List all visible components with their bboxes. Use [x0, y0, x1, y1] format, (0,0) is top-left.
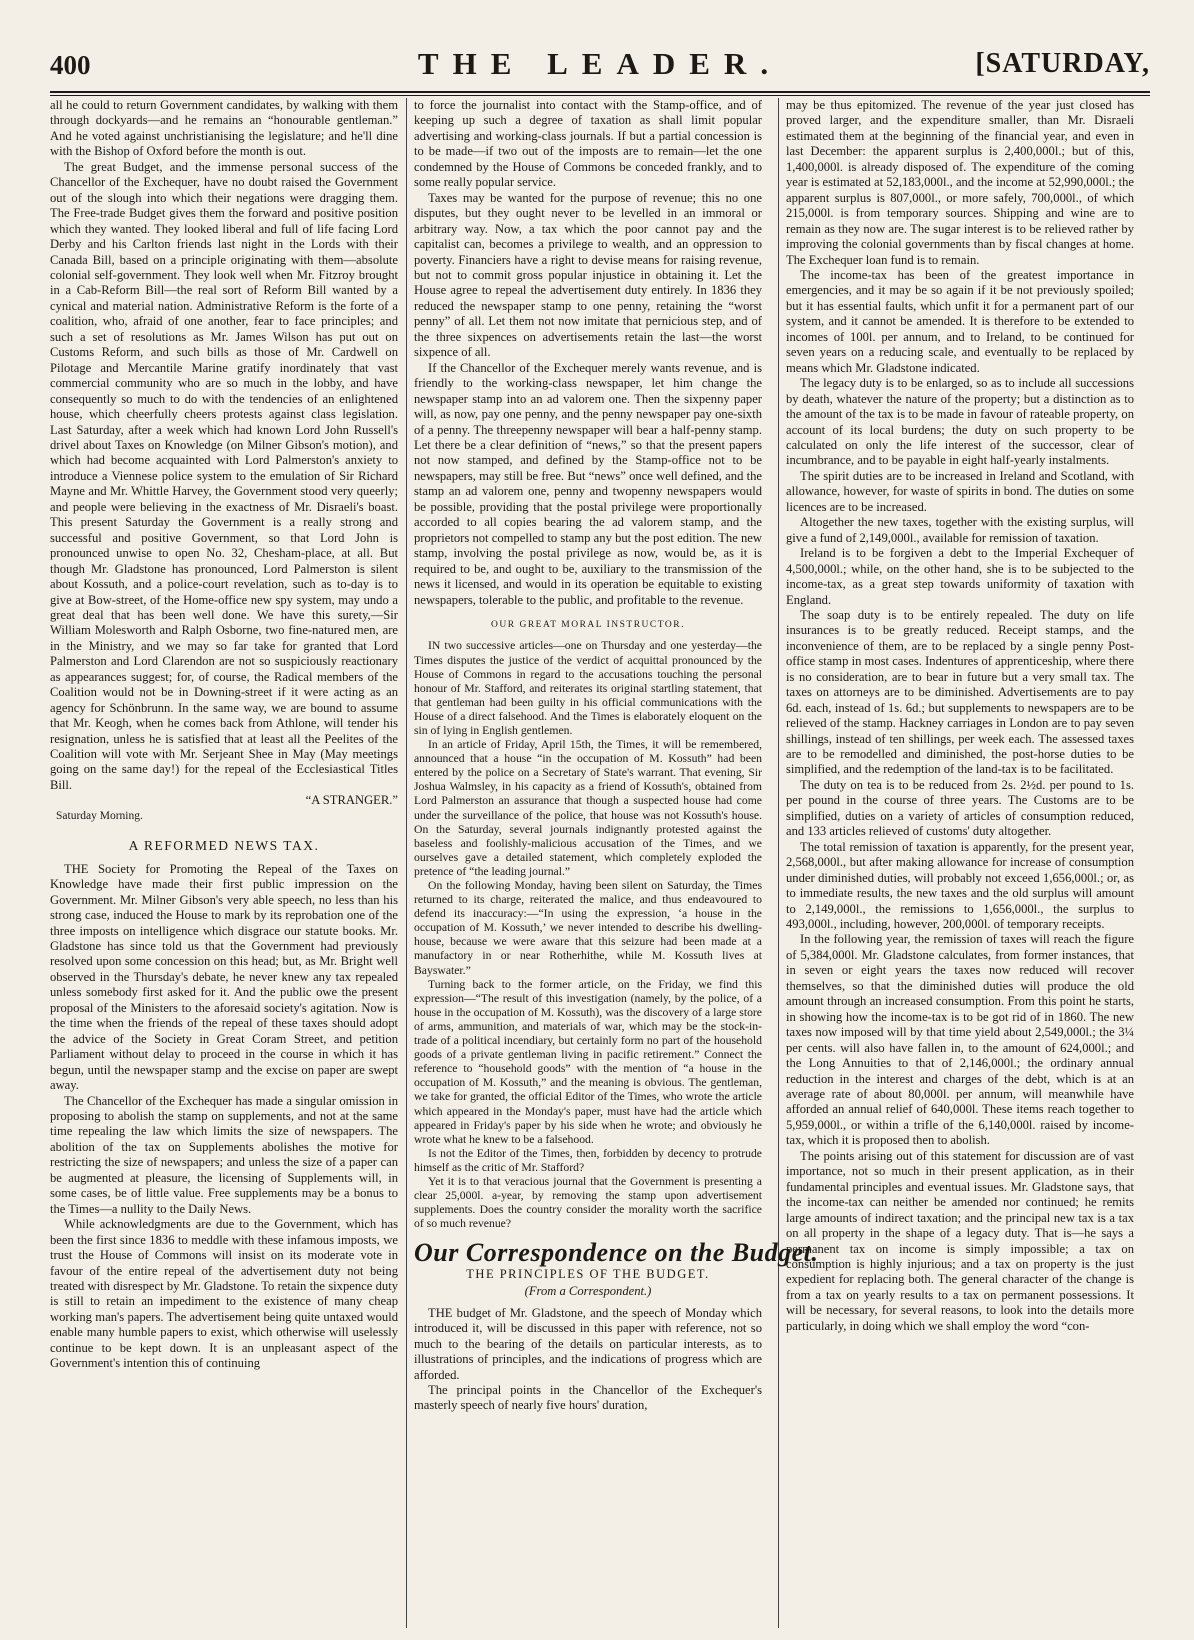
paragraph: Is not the Editor of the Times, then, forbidden by decency to protrude himself as the critic of Mr. Stafford? [414, 1146, 762, 1174]
paragraph: Ireland is to be forgiven a debt to the Imperial Exchequer of 4,500,000l.; while, on the other hand, she is to be subjected to the income-tax, as a great step towards uniformity of taxation with England. [786, 546, 1134, 607]
dateline: Saturday Morning. [56, 809, 143, 822]
paragraph: In an article of Friday, April 15th, the Times, it will be remembered, announced that a house “in the occupation of M. Kossuth” had been entered by the police on a Secretary of State's warrant. That evening, Sir Joshua Walmsley, in his capacity as a friend of Kossuth's, obtained from Lord Palmerston an assurance that though a suspected house had come under the surveillance of the police, that house was not Kossuth's house. On the Saturday, several journals indignantly protested against the baseless and foolishly-malicious accusation of the Times, and we ourselves gave a detailed statement, which completely exploded the pretence of “the leading journal.” [414, 738, 762, 878]
masthead-rule-thin [50, 95, 1150, 96]
paragraph: The great Budget, and the immense personal success of the Chancellor of the Exchequer, have no doubt raised the Government out of the slough into which their negations were dragging them. The Free-trade Budget gives them the forward and positive position which they wanted. They looked liberal and full of life facing Lord Derby and his Carlton friends last night in the Lords with their Canada Bill, based on a principle originating with them—absolute colonial self-government. They look well when Mr. Fitzroy brought in a Cab-Reform Bill—the real sort of Reform Bill wanted by a cynical and material nation. Administrative Reform is the forte of a coalition, who, afraid of one another, fear to face principles; and such a set of resolutions as Mr. James Wilson has put out on Customs Reform, and such bills as those of Mr. Cardwell on Pilotage and Mercantile Marine gratify inordinately that vast commercial community who are so much in the lobby, and have consequently so much to do with the tendencies of an enlightened house, which cheerfully cheers protests against class legislation. Last Saturday, after a week which had known Lord John Russell's drivel about Taxes on Knowledge (on Milner Gibson's motion), and which had become acquainted with Lord Palmerston's anxiety to introduce a Viennese police system to the emulation of Sir Richard Mayne and Mr. Whittle Harvey, the Government stood very queerly; and people were believing in the exactness of Mr. Disraeli's boast. This present Saturday the Government is a really strong and successful and positive Government, so that Lord John is pronounced unwise to open No. 32, Chesham-place, at all. But though Mr. Gladstone has pronounced, Lord Palmerston is silent about Kossuth, and a police-court revelation, such as to-day is to give at Bow-street, of the Home-office new spy system, may undo a great deal that has been well done. We have this surety,—Sir William Molesworth and Ralph Osborne, two fine-natured men, are in the Ministry, and we may so far take for granted that Lord Palmerston and Lord Clarendon are not so suspiciously reactionary as appearances suggest; for, of course, the Radical members of the Coalition would not be in Downing-street if it were acting as an agency for Schönbrunn. In the same way, we are bound to assume that Mr. Keogh, when he comes back from Athlone, will tender his resignation, unless he is satisfied that at least all the Peelites of the Coalition will vote with Mr. Serjeant Shee in May (May meetings going on the same day!) for the repeal of the Ecclesiastical Titles Bill. [50, 159, 398, 792]
column-1 [50, 98, 398, 1626]
paragraph: While acknowledgments are due to the Government, which has been the first since 1836 to meddle with these infamous imposts, we trust the House of Commons will insist on its moderate vote in favour of the entire repeal of the advertisement duty not being treated with disrespect by Mr. Gladstone. To retain the sixpence duty is still to retain an impediment to the existence of many cheap working man's papers. The advertisement being quite untaxed would enable many humble papers to exist, which otherwise will uselessly continue to be kept down. It is an unpleasant aspect of the Government's intention this of continuing [50, 1217, 398, 1371]
paragraph: The income-tax has been of the greatest importance in emergencies, and it may be so again if it be not previously spoiled; but it has essential faults, which unfit it for a permanent part of our system, and it cannot be amended. It is therefore to be extended to incomes of 100l. per annum, and to Ireland, to be continued for seven years on a reducing scale, and eventually to be replaced by means which Mr. Gladstone indicated. [786, 267, 1134, 375]
masthead [50, 44, 1150, 90]
paragraph: Taxes may be wanted for the purpose of revenue; this no one disputes, but they ought never to be levelled in an immoral or arbitrary way. Now, a tax which the poor cannot pay and the capitalist can, becomes a privilege to wealth, and an oppression to poverty. Financiers have a right to devise means for raising revenue, but not to commit gross popular injustice in obtaining it. Let the House agree to repeal the advertisement duty entirely. In 1836 they reduced the newspaper stamp to one penny, retaining the “worst penny” of all. Let them not now imitate that pernicious step, and of the three sixpences on advertisements retain the last—the worst sixpence of all. [414, 190, 762, 360]
paragraph: The duty on tea is to be reduced from 2s. 2½d. per pound to 1s. per pound in the course of three years. The Customs are to be simplified, duties on a variety of articles of consumption reduced, and 133 articles relieved of customs' duty altogether. [786, 777, 1134, 839]
article-heading: A REFORMED NEWS TAX. [128, 838, 320, 854]
paragraph: IN two successive articles—one on Thursday and one yesterday—the Times disputes the justice of the verdict of acquittal pronounced by the House of Commons in regard to the accusations touching the personal honour of Mr. Stafford, and reiterates its original startling statement, that that gentleman had been guilty in his official communications with the House of a direct falsehood. And the Times is elaborately eloquent on the sin of lying in English gentlemen. [414, 639, 762, 737]
paragraph: The spirit duties are to be increased in Ireland and Scotland, with allowance, however, for waste of spirits in bond. The duties on some licences are to be increased. [786, 468, 1134, 514]
article-subheading: THE PRINCIPLES OF THE BUDGET. [466, 1266, 710, 1281]
paragraph: The legacy duty is to be enlarged, so as to include all successions by death, whatever the nature of the property; but a distinction as to the amount of the tax is to be made in favour of rateable property, on account of its local burdens; the duty on such property to be calculated on only the life interest of the successor, clear of incumbrance, and to be payable in eight half-yearly instalments. [786, 376, 1134, 468]
column-divider [406, 98, 407, 1628]
paragraph: all he could to return Government candidates, by walking with them through dockyards—and he remains an “honourable gentleman.” And he voted against unchristianising the legislature; and he'll dine with the Bishop of Oxford before the month is out. [50, 98, 398, 159]
paragraph: Yet it is to that veracious journal that the Government is presenting a clear 25,000l. a-year, by removing the stamp upon advertisement supplements. Does the country consider the morality worth the sacrifice of so much revenue? [414, 1174, 762, 1231]
paragraph: Altogether the new taxes, together with the existing surplus, will give a fund of 2,149,000l., available for remission of taxation. [786, 515, 1134, 545]
column-2 [414, 98, 819, 1626]
paragraph: The Chancellor of the Exchequer has made a singular omission in proposing to abolish the stamp on supplements, and not at the same time repealing the law which limits the size of newspapers. The abolition of the tax on Supplements abolishes the motive for restricting the size of newspapers; and unless the size of a paper can be augmented at pleasure, the licensing of Supplements will, in some cases, be of little value. Free supplements may be a bonus to the Times—a nullity to the Daily News. [50, 1093, 398, 1216]
paragraph: The principal points in the Chancellor of the Exchequer's masterly speech of nearly five hours' duration, [414, 1382, 762, 1413]
article-body [414, 639, 762, 1231]
paragraph: On the following Monday, having been silent on Saturday, the Times returned to its charge, reiterated the malice, and thus endeavoured to defend its inaccuracy:—“In using the expression, ‘a house in the occupation of M. Kossuth,’ we never intended to describe his dwelling-house, because we were aware that this seizure had been made at a manufactory in or near Rotherhithe, while M. Kossuth lives at Bayswater.” [414, 879, 762, 977]
paragraph: to force the journalist into contact with the Stamp-office, and of keeping up such a degree of taxation as shall limit popular advertising and working-class journals. If but a partial concession is to be made—if two out of the imposts are to remain—let the one condemned by the House of Commons be conceded frankly, and to some really popular service. [414, 98, 762, 190]
page-number: 400 [50, 50, 91, 80]
issue-day: [SATURDAY, [975, 48, 1150, 79]
masthead-rule [50, 91, 1150, 93]
newspaper-title: THE LEADER. [417, 46, 783, 81]
paragraph: Turning back to the former article, on the Friday, we find this expression—“The result of this investigation (namely, by the police, of a house in the occupation of M. Kossuth), was the discovery of a large store of arms, ammunition, and materials of war, which may be the stock-in-trade of a political incendiary, but certainly form no part of the household goods of a private gentleman living in pacific retirement.” Connect the reference to “household goods” with the mention of “a house in the occupation of M. Kossuth,” and the meaning is obvious. The gentleman, we take for granted, the official Editor of the Times, who wrote the article which appeared in the Monday's paper, must have had the article which appeared in Friday's paper by his side when he wrote; and obviously he wrote what he knew to be a falsehood. [414, 977, 762, 1146]
column-divider [778, 98, 779, 1628]
column-3 [786, 98, 1134, 1626]
signoff: “A STRANGER.” [305, 793, 398, 808]
paragraph: The total remission of taxation is apparently, for the present year, 2,568,000l., but after making allowance for increase of consumption under diminished duties, will probably not exceed 1,656,000l.; or, as to immediate results, the new taxes and the old surplus will amount to 2,149,000l., the remissions to 1,656,000l., the surplus to 493,000l., including, however, 200,000l. of temporary receipts. [786, 839, 1134, 932]
section-title: Our Correspondence on the Budget. [414, 1238, 819, 1268]
paragraph: The points arising out of this statement for discussion are of vast importance, not so much in their present application, as in their fundamental principles and eventual issues. Mr. Gladstone says, that the income-tax can neither be amended nor continued; he remits large amounts of indirect taxation; and the principal new tax is a tax on all property in the shape of a legacy duty. That is—he says a permanent tax on income is simply impossible; a tax on consumption is highly injurious; and a tax on property is the just expedient for replacing both. The general character of the change is from a tax on yearly results to a tax on permanent possessions. It will be necessary, for several reasons, to look into the details more particularly, in doing which we shall employ the word “con- [786, 1148, 1134, 1333]
paragraph: If the Chancellor of the Exchequer merely wants revenue, and is friendly to the working-class newspaper, let him change the newspaper stamp into an ad valorem one. Then the sixpenny paper will, as now, pay one penny, and the penny newspaper pay one-sixth of a penny. The threepenny newspaper will bear a half-penny stamp. Let there be a clear definition of “news,” so that the present papers not now stamped, and defined by the Stamp-office not to be newspapers, may still be free. But “news” once well defined, and the stamp an ad valorem one, penny and twopenny newspapers would be possible, providing that the postal privilege were proportionally accorded to all copies bearing the ad valorem stamp, and the proprietors not compelled to stamp any but the post edition. The new stamp, involving the postal privilege as now, would be, as it is required to be, and ought to be, auxiliary to the transmission of the news it licensed, and would in its operation be equitable to existing newspapers, tolerable to the public, and profitable to the revenue. [414, 360, 762, 607]
article-heading: OUR GREAT MORAL INSTRUCTOR. [491, 619, 685, 630]
paragraph: may be thus epitomized. The revenue of the year just closed has proved larger, and the expenditure smaller, than Mr. Disraeli estimated them at the beginning of the financial year, and even in last December: the apparent surplus is 2,400,000l.; but of this, 1,400,000l. is already disposed of. The expenditure of the coming year is estimated at 52,183,000l., and the income at 52,990,000l.; the apparent surplus is 807,000l., or more safely, 700,000l., of which 215,000l. is from temporary sources. Shipping and wine are to remain as they now are. The sugar interest is to be relieved rather by improving the colonial governments than by fiscal changes at home. The Exchequer loan fund is to remain. [786, 98, 1134, 267]
paragraph: THE Society for Promoting the Repeal of the Taxes on Knowledge have made their first public impression on the Government. Mr. Milner Gibson's very able speech, no less than his strong case, induced the House to mark by its reprobation one of the three imposts on intelligence which disgrace our statute books. Mr. Gladstone has since told us that the Government had previously resolved upon some concession on this head; but, as Mr. Bright well observed in the Thursday's debate, he never knew any tax repealed unless somebody first asked for it. And the public owe the present proposal of the Ministers to the aforesaid society's agitation. Now is the time when the friends of the repeal of these taxes should adopt the advice of the Society in Great Coram Street, and petition Parliament without delay to proceed in the course in which it has begun, until the newspaper stamp and the excise on paper are swept away. [50, 861, 398, 1093]
paragraph: The soap duty is to be entirely repealed. The duty on life insurances is to be greatly reduced. Receipt stamps, and the inconvenience of them, are to be replaced by a single penny Post-office stamp in most cases. Indentures of apprenticeship, where there is no consideration, are to bear in future but a very small tax. The taxes on attorneys are to be diminished. Advertisements are to pay 6d. each, instead of 1s. 6d.; but supplements to newspapers are to be relieved of the stamp. Hackney carriages in London are to pay seven shillings, instead of ten shillings, per week each. The assessed taxes are to be remodelled and diminished, the post-horse duties to be simplified, and the redemption of the land-tax is to be facilitated. [786, 607, 1134, 777]
byline: (From a Correspondent.) [524, 1284, 652, 1299]
paragraph: In the following year, the remission of taxes will reach the figure of 5,384,000l. Mr. Gladstone calculates, from former instances, that in seven or eight years the taxes now reduced will recover themselves, so that the diminished duties will produce the old amount through an increased consumption. From this point he starts, in showing how the income-tax is to be got rid of in 1860. The new taxes now imposed will by that time yield about 2,549,000l.; the 3¼ per cents. will also have fallen in, to the amount of 624,000l.; and the Long Annuities to that of 2,146,000l.; the ordinary annual reduction in the interest and charges of the debt, which is at an average rate of about 80,000l. per annum, will meanwhile have afforded an annual relief of 640,000l. These items reach together to 5,959,000l., or within a trifle of the 6,140,000l. raised by income-tax, which it is proposed then to abolish. [786, 932, 1134, 1148]
paragraph: THE budget of Mr. Gladstone, and the speech of Monday which introduced it, will be discussed in this paper with reference, not so much to the bearing of the details on particular interests, as to illustrations of principles, and the indications of progress which are afforded. [414, 1305, 762, 1382]
